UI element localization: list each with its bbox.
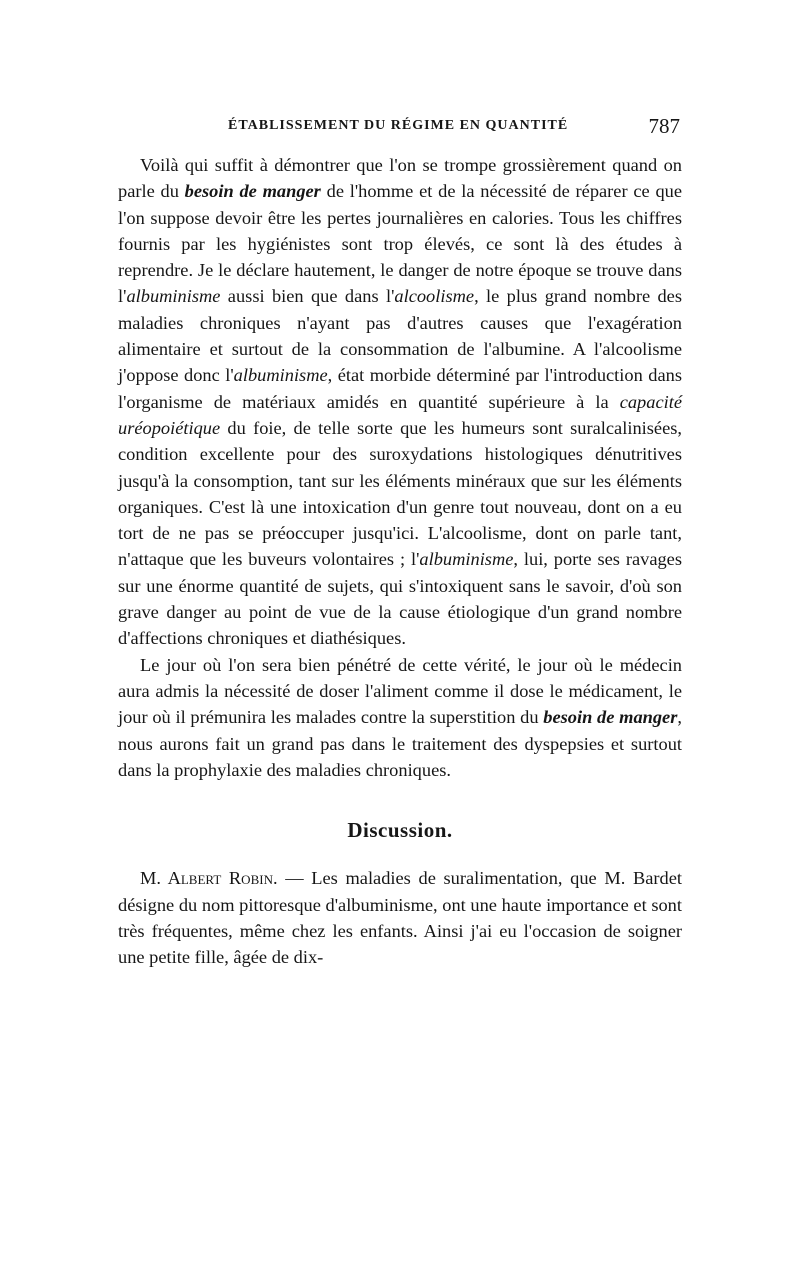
paragraph-albuminisme	[118, 152, 682, 652]
running-title: ÉTABLISSEMENT DU RÉGIME EN QUANTITÉ	[228, 118, 569, 133]
emphasis-capacite-ureopoietique: capacité uréopoiétique	[118, 391, 682, 438]
body-text	[118, 152, 682, 971]
speaker-name: M. Albert Robin.	[140, 868, 278, 889]
section-heading: Discussion.	[347, 818, 453, 843]
text-run: , le plus grand nombre des maladies chroniques n'ayant pas d'autres causes que l'exagération alimentaire et surtout de la consommation de l'albumine. A l'alcoolisme j'oppose donc l'	[118, 286, 682, 386]
text-run: Le jour où l'on sera bien pénétré de cette vérité, le jour où le médecin aura admis la nécessité de doser l'aliment comme il dose le médicament, le jour où il prémunira les malades contre la superstition du	[118, 654, 682, 728]
text-run: Voilà qui suffit à démontrer que l'on se trompe grossièrement quand on parle du	[118, 155, 682, 202]
emphasis-albuminisme: albuminisme	[233, 365, 328, 386]
text-run: , lui, porte ses ravages sur une énorme quantité de sujets, qui s'intoxiquent sans le savoir, d'où son grave danger au point de vue de la cause étiologique d'un grand nombre d'affections chroniques et diathésiques.	[118, 549, 682, 649]
text-run: aussi bien que dans l'	[220, 286, 395, 307]
text-run: , nous aurons fait un grand pas dans le traitement des dyspepsies et surtout dans la prophylaxie des maladies chroniques.	[118, 707, 682, 780]
page-number: 787	[648, 114, 680, 138]
text-run: — Les maladies de suralimentation, que M. Bardet désigne du nom pittoresque d'albuminisme, ont une haute importance et sont très fréquentes, même chez les enfants. Ainsi j'ai eu l'occasion de soigner une petite fille, âgée de dix-	[118, 868, 682, 968]
text-run: de l'homme et de la nécessité de réparer ce que l'on suppose devoir être les pertes journalières en calories. Tous les chiffres fournis par les hygiénistes sont trop élevés, ce sont là des études à reprendre. Je le déclare hautement, le danger de notre époque se trouve dans l'	[118, 181, 682, 307]
emphasis-alcoolisme: alcoolisme	[394, 286, 475, 307]
running-head	[118, 116, 682, 140]
emphasis-besoin-de-manger: besoin de manger	[543, 707, 678, 728]
emphasis-albuminisme: albuminisme	[419, 549, 514, 570]
emphasis-albuminisme: albuminisme	[126, 286, 221, 307]
emphasis-besoin-de-manger: besoin de manger	[184, 181, 321, 202]
text-run: du foie, de telle sorte que les humeurs sont suralcalinisées, condition excellente pour des suroxydations histologiques dénutritives jusqu'à la consomption, tant sur les éléments minéraux que sur les éléments organiques. C'est là une intoxication d'un genre tout nouveau, dont on a eu tort de ne pas se préoccuper jusqu'ici. L'alcoolisme, dont on parle tant, n'attaque que les buveurs volontaires ; l'	[118, 417, 682, 570]
text-run: , état morbide déterminé par l'introduction dans l'organisme de matériaux amidés en quantité supérieure à la	[118, 365, 682, 412]
paragraph-discussion	[118, 865, 682, 970]
paragraph-verite	[118, 652, 682, 783]
